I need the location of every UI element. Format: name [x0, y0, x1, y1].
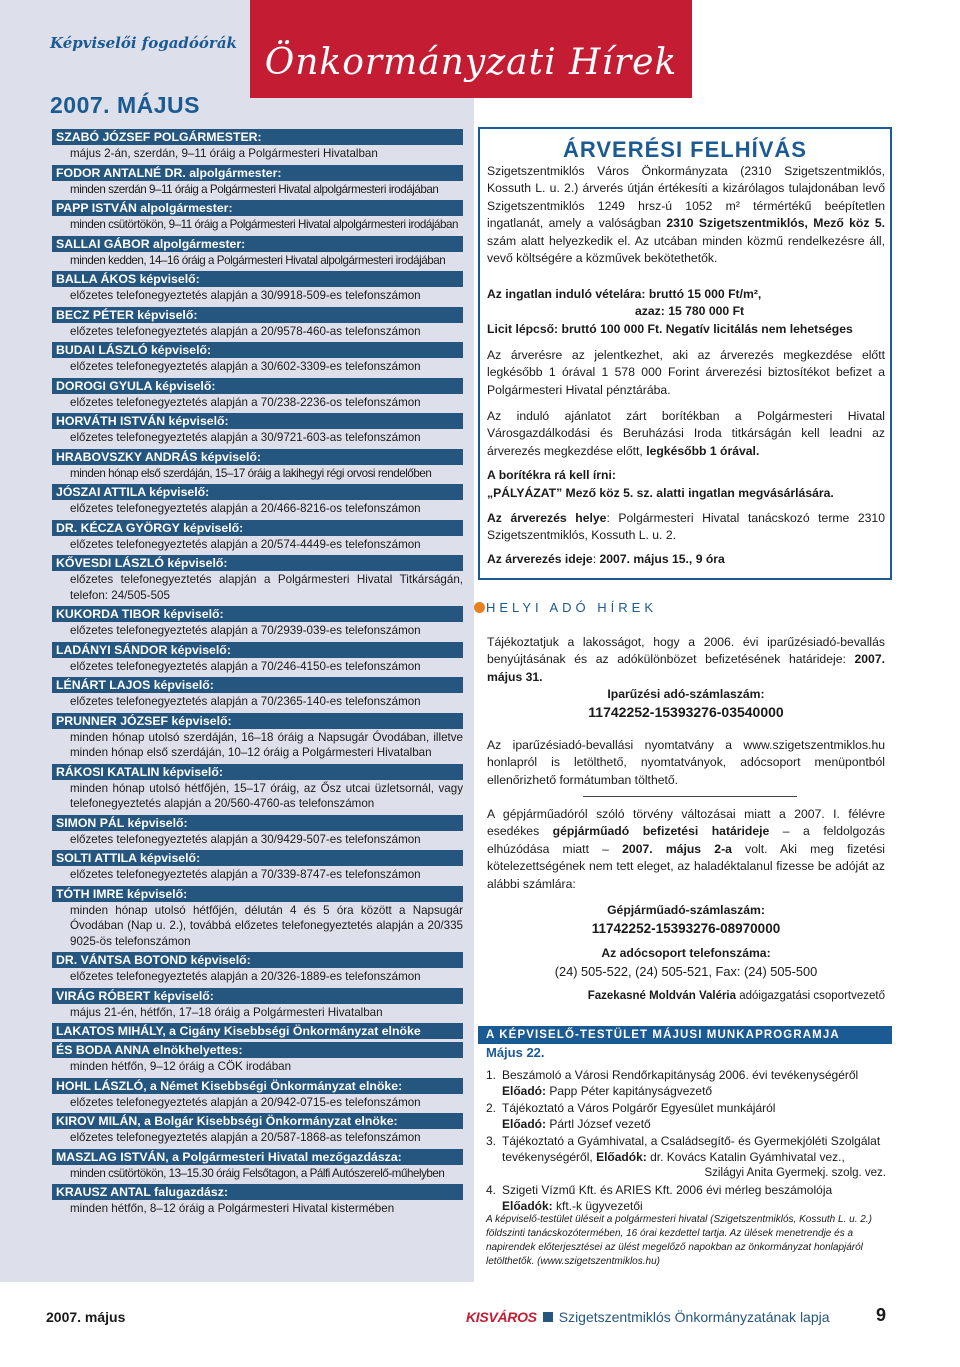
- representative-name: SALLAI GÁBOR alpolgármester:: [52, 236, 463, 252]
- representative-name: JÓSZAI ATTILA képviselő:: [52, 484, 463, 500]
- office-hours-detail: minden hónap első szerdáján, 15–17 óráig a lakihegyi régi orvosi rendelőben: [70, 466, 432, 480]
- office-hours-detail: előzetes telefonegyeztetés alapján a 30/9721-603-as telefonszámon: [70, 431, 421, 444]
- office-hours-detail: minden hétfőn, 8–12 óráig a Polgármesteri Hivatal kistermében: [70, 1202, 395, 1215]
- tax-phone-numbers: (24) 505-522, (24) 505-521, Fax: (24) 505-500: [554, 964, 818, 979]
- auction-label-heading: A borítékra rá kell írni:: [487, 468, 616, 482]
- office-hours-detail: minden csütörtökön, 13–15.30 óráig Felsőtagon, a Pálfi Autószerelő-műhelyben: [70, 1166, 445, 1180]
- tax-intro: Tájékoztatjuk a lakosságot, hogy a 2006. évi iparűzésiadó-bevallás benyújtásának és az adókülönbözet befizetésének határideje: 2007. május 31.: [487, 635, 885, 684]
- representative-name: SIMON PÁL képviselő:: [52, 815, 463, 831]
- representative-name: FODOR ANTALNÉ DR. alpolgármester:: [52, 165, 463, 181]
- auction-envelope: Az induló ajánlatot zárt borítékban a Polgármesteri Hivatal Városgazdálkodási és Beruházási Iroda titkárságán kell leadni az árverezés megkezdése előtt, legkésőbb 1 órával.: [487, 409, 885, 458]
- tax-signature: Fazekasné Moldván Valéria adóigazgatási csoportvezető: [587, 990, 885, 1002]
- office-hours-entry: [52, 271, 463, 304]
- work-program-header: A KÉPVISELŐ-TESTÜLET MÁJUSI MUNKAPROGRAMJA: [478, 1026, 892, 1044]
- representative-name: KRAUSZ ANTAL falugazdász:: [52, 1184, 463, 1200]
- agenda-presenter: Szilágyi Anita Gyermekj. szolg. vez.: [704, 1167, 886, 1180]
- footer-date: 2007. május: [46, 1309, 126, 1325]
- representative-name: LÉNÁRT LAJOS képviselő:: [52, 677, 463, 693]
- office-hours-detail: előzetes telefonegyeztetés alapján a 70/246-4150-es telefonszámon: [70, 659, 421, 673]
- office-hours-detail: előzetes telefonegyeztetés alapján a 30/602-3309-es telefonszámon: [70, 360, 421, 373]
- office-hours-detail: előzetes telefonegyeztetés alapján a 20/466-8216-os telefonszámon: [70, 502, 421, 515]
- agenda-presenter: Előadó: Pártl József vezető: [502, 1117, 651, 1132]
- agenda-list: [486, 1067, 886, 1215]
- office-hours-entry: [52, 1042, 463, 1075]
- agenda-item: 3. Tájékoztató a Gyámhivatal, a Családsegítő- és Gyermekjóléti Szolgálat tevékenységéről, Előadók: dr. Kovács Katalin Gyámhivatal vez.,: [486, 1133, 881, 1165]
- agenda-presenter: Előadó: Papp Péter kapitányságvezető: [502, 1084, 713, 1099]
- office-hours-detail: minden hónap utolsó szerdáján, 16–18 óráig a Napsugár Óvodában, illetve minden hónap első szerdáján, 10–12 óráig a Polgármesteri Hivatalban: [70, 730, 463, 759]
- publication-logo: KISVÁROS: [466, 1309, 537, 1325]
- representative-name: HORVÁTH ISTVÁN képviselő:: [52, 413, 463, 429]
- representative-name: PAPP ISTVÁN alpolgármester:: [52, 200, 463, 216]
- footer-publication: [466, 1309, 830, 1325]
- agenda-item: 4. Szigeti Vízmű Kft. és ARIES Kft. 2006 évi mérleg beszámolója: [486, 1182, 833, 1197]
- office-hours-detail: minden kedden, 14–16 óráig a Polgármesteri Hivatal alpolgármesteri irodájában: [70, 253, 446, 267]
- office-hours-entry: [52, 606, 463, 639]
- office-hours-detail: előzetes telefonegyeztetés alapján a Polgármesteri Hivatal Titkárságán, telefon: 24/505-505: [70, 573, 463, 602]
- office-hours-detail: előzetes telefonegyeztetés alapján a 70/238-2236-os telefonszámon: [70, 395, 421, 409]
- office-hours-entry: [52, 520, 463, 553]
- representative-name: SOLTI ATTILA képviselő:: [52, 850, 463, 866]
- business-tax-account-label: Iparűzési adó-számlaszám:: [607, 687, 765, 701]
- office-hours-entry: [52, 165, 463, 198]
- office-hours-detail: előzetes telefonegyeztetés alapján a 20/9578-460-as telefonszámon: [70, 324, 421, 338]
- representative-name: KŐVESDI LÁSZLÓ képviselő:: [52, 555, 463, 571]
- representative-name: RÁKOSI KATALIN képviselő:: [52, 764, 463, 780]
- representative-name: ÉS BODA ANNA elnökhelyettes:: [52, 1042, 463, 1058]
- section-date: 2007. MÁJUS: [50, 92, 200, 118]
- office-hours-detail: minden hónap utolsó hétfőjén, 15–17 óráig, az Ősz utcai üzletsornál, vagy telefonegyeztetés alapján a 20/560-4760-as telefonszámon: [70, 781, 463, 810]
- office-hours-entry: [52, 1078, 463, 1111]
- office-hours-entry: [52, 342, 463, 375]
- office-hours-detail: előzetes telefonegyeztetés alapján a 20/574-4449-es telefonszámon: [70, 537, 421, 551]
- office-hours-entry: [52, 129, 463, 162]
- tax-phone-label: Az adócsoport telefonszáma:: [601, 946, 771, 960]
- auction-place: Az árverezés helye: Polgármesteri Hivatal tanácskozó terme 2310 Szigetszentmiklós, Kossuth L. u. 2.: [487, 511, 885, 543]
- masthead: Önkormányzati Hírek: [250, 0, 692, 98]
- agenda-item: 2. Tájékoztató a Város Polgárőr Egyesület munkájáról: [486, 1100, 776, 1115]
- section-title: Képviselői fogadóórák: [50, 34, 237, 52]
- representative-name: BUDAI LÁSZLÓ képviselő:: [52, 342, 463, 358]
- office-hours-detail: előzetes telefonegyeztetés alapján a 20/326-1889-es telefonszámon: [70, 970, 421, 983]
- vehicle-tax-account-number: 11742252-15393276-08970000: [591, 921, 781, 936]
- representative-name: BECZ PÉTER képviselő:: [52, 307, 463, 323]
- office-hours-list: [52, 129, 463, 1220]
- representative-name: DR. VÁNTSA BOTOND képviselő:: [52, 952, 463, 968]
- auction-price: Az ingatlan induló vételára: bruttó 15 000 Ft/m², azaz: 15 780 000 Ft: [487, 287, 762, 319]
- publication-subtitle: Szigetszentmiklós Önkormányzatának lapja: [558, 1309, 830, 1325]
- office-hours-entry: [52, 236, 463, 269]
- orange-bullet-icon: [474, 602, 485, 613]
- representative-name: LADÁNYI SÁNDOR képviselő:: [52, 642, 463, 658]
- vehicle-tax-account-label: Gépjárműadó-számlaszám:: [607, 903, 765, 917]
- representative-name: PRUNNER JÓZSEF képviselő:: [52, 713, 463, 729]
- representative-name: HRABOVSZKY ANDRÁS képviselő:: [52, 449, 463, 465]
- office-hours-entry: [52, 850, 463, 883]
- divider: [583, 796, 797, 797]
- square-icon: [543, 1312, 553, 1322]
- office-hours-detail: május 21-én, hétfőn, 17–18 óráig a Polgármesteri Hivatalban: [70, 1005, 383, 1019]
- office-hours-entry: [52, 988, 463, 1021]
- representative-name: KIROV MILÁN, a Bolgár Kisebbségi Önkormányzat elnöke:: [52, 1113, 463, 1129]
- auction-licit: Licit lépcső: bruttó 100 000 Ft. Negatív licitálás nem lehetséges: [487, 322, 853, 336]
- office-hours-entry: [52, 200, 463, 233]
- auction-title: ÁRVERÉSI FELHÍVÁS: [563, 137, 807, 162]
- office-hours-entry: [52, 713, 463, 761]
- representative-name: SZABÓ JÓZSEF POLGÁRMESTER:: [52, 129, 463, 145]
- office-hours-detail: minden szerdán 9–11 óráig a Polgármesteri Hivatal alpolgármesteri irodájában: [70, 182, 439, 196]
- representative-name: TÓTH IMRE képviselő:: [52, 886, 463, 902]
- office-hours-entry: [52, 1023, 463, 1039]
- office-hours-detail: előzetes telefonegyeztetés alapján a 30/9918-509-es telefonszámon: [70, 289, 421, 302]
- auction-intro: Szigetszentmiklós Város Önkormányzata (2310 Szigetszentmiklós, Kossuth L. u. 2.) árverés útján értékesíti a kizárólagos tulajdonában levő Szigetszentmiklós 1249 hrsz-ú 1052 m² térmértékű beépítetlen ingatlanát, amely a valóságban 2310 Szigetszentmiklós, Mező köz 5. szám alatt helyezkedik el. Az utcában minden közmű rendelkezésre áll, vevő költségére a közművek bekötethetők.: [487, 164, 885, 266]
- office-hours-detail: előzetes telefonegyeztetés alapján a 20/587-1868-as telefonszámon: [70, 1131, 421, 1144]
- page-number: 9: [876, 1305, 887, 1325]
- office-hours-entry: [52, 413, 463, 446]
- representative-name: MASZLAG ISTVÁN, a Polgármesteri Hivatal mezőgazdásza:: [52, 1149, 463, 1165]
- office-hours-entry: [52, 1113, 463, 1146]
- auction-deposit: Az árverésre az jelentkezhet, aki az árverezés megkezdése előtt legkésőbb 1 órával 1 578 000 Forint árverezési biztosítékot befizet a Polgármesteri Hivatal pénztárába.: [487, 348, 885, 397]
- office-hours-entry: [52, 307, 463, 340]
- office-hours-entry: [52, 815, 463, 848]
- office-hours-entry: [52, 642, 463, 675]
- office-hours-detail: előzetes telefonegyeztetés alapján a 70/2365-140-es telefonszámon: [70, 695, 421, 708]
- tax-form-info: Az iparűzésiadó-bevallási nyomtatvány a www.szigetszentmiklos.hu honlapról is letölthető, nyomtatványok, adócsoport menüpontból ellenőrizhető formátumban tölthető.: [487, 738, 885, 787]
- representative-name: BALLA ÁKOS képviselő:: [52, 271, 463, 287]
- office-hours-detail: minden hónap utolsó hétfőjén, délután 4 és 5 óra között a Napsugár Óvodában (Nap u. 2.), továbbá előzetes telefonegyeztetés alapján a 20/335 9025-ös telefonszámon: [70, 903, 463, 948]
- office-hours-entry: [52, 378, 463, 411]
- representative-name: HOHL LÁSZLÓ, a Német Kisebbségi Önkormányzat elnöke:: [52, 1078, 463, 1094]
- meeting-note: A képviselő-testület üléseit a polgármesteri hivatal (Szigetszentmiklós, Kossuth L. u. 2.) földszinti tanácskozótermében, 16 órai kezdettel tartja. Az ülések menetrendje és a napirendek előterjesztései az ülést megelőző napokban az önkormányzat honlapjáról letölthetők. (www.szigetszentmiklos.hu): [486, 1214, 872, 1267]
- office-hours-detail: előzetes telefonegyeztetés alapján a 20/942-0715-es telefonszámon: [70, 1095, 421, 1109]
- office-hours-entry: [52, 449, 463, 482]
- office-hours-detail: minden hétfőn, 9–12 óráig a CÖK irodában: [70, 1060, 292, 1073]
- office-hours-entry: [52, 764, 463, 812]
- agenda-item: 1. Beszámoló a Városi Rendőrkapitányság 2006. évi tevékenységéről: [486, 1068, 859, 1082]
- tax-section-title: HELYI ADÓ HÍREK: [486, 600, 658, 615]
- office-hours-entry: [52, 555, 463, 603]
- office-hours-entry: [52, 952, 463, 985]
- representative-name: VIRÁG RÓBERT képviselő:: [52, 988, 463, 1004]
- representative-name: LAKATOS MIHÁLY, a Cigány Kisebbségi Önkormányzat elnöke: [52, 1023, 463, 1039]
- office-hours-detail: minden csütörtökön, 9–11 óráig a Polgármesteri Hivatal alpolgármesteri irodájában: [70, 218, 459, 231]
- office-hours-detail: előzetes telefonegyeztetés alapján a 30/9429-507-es telefonszámon: [70, 832, 421, 846]
- office-hours-entry: [52, 886, 463, 950]
- representative-name: KUKORDA TIBOR képviselő:: [52, 606, 463, 622]
- representative-name: DOROGI GYULA képviselő:: [52, 378, 463, 394]
- auction-label-text: „PÁLYÁZAT” Mező köz 5. sz. alatti ingatlan megvásárlására.: [487, 486, 834, 500]
- representative-name: DR. KÉCZA GYÖRGY képviselő:: [52, 520, 463, 536]
- business-tax-account-number: 11742252-15393276-03540000: [588, 704, 784, 720]
- office-hours-detail: előzetes telefonegyeztetés alapján a 70/2939-039-es telefonszámon: [70, 624, 421, 637]
- office-hours-detail: május 2-án, szerdán, 9–11 óráig a Polgármesteri Hivatalban: [70, 147, 378, 160]
- office-hours-entry: [52, 484, 463, 517]
- agenda-presenter: Előadók: kft.-k ügyvezetői: [502, 1199, 643, 1214]
- work-program-date: Május 22.: [486, 1045, 545, 1060]
- office-hours-entry: [52, 1184, 463, 1217]
- office-hours-entry: [52, 677, 463, 710]
- vehicle-tax-info: A gépjárműadóról szóló törvény változásai miatt a 2007. I. félévre esedékes gépjárműadó befizetési határideje – a feldolgozás elhúzódása miatt – 2007. május 2-a volt. Aki meg fizetési kötelezettségének nem tett eleget, az haladéktalanul fizesse be adóját az alábbi számlára:: [487, 807, 885, 891]
- office-hours-detail: előzetes telefonegyeztetés alapján a 70/339-8747-es telefonszámon: [70, 868, 421, 881]
- auction-time: Az árverezés ideje: 2007. május 15., 9 óra: [487, 552, 725, 566]
- office-hours-entry: [52, 1149, 463, 1182]
